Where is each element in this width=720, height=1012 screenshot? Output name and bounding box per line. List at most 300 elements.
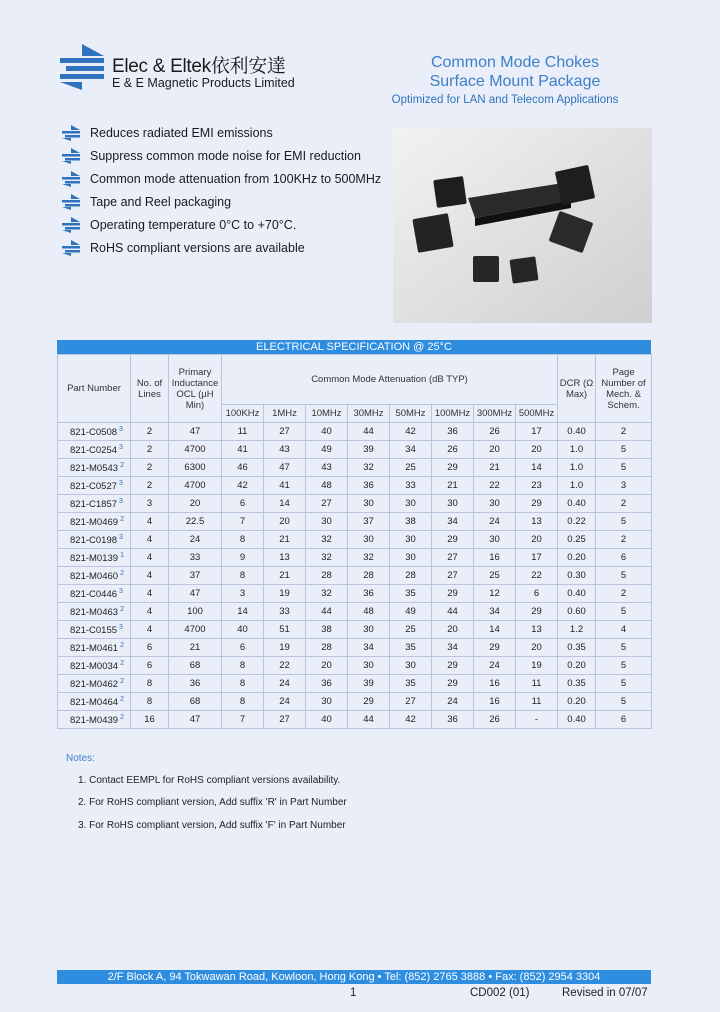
attenuation-cell <box>432 675 474 693</box>
dcr-cell <box>558 711 596 729</box>
lines-cell-value: 3 <box>146 498 153 509</box>
note-ref: 2 <box>120 462 124 470</box>
attenuation-cell <box>222 585 264 603</box>
note-ref: 2 <box>120 570 124 578</box>
attenuation-cell-value: 29 <box>489 642 500 653</box>
attenuation-cell <box>516 513 558 531</box>
attenuation-cell-value: 7 <box>239 516 246 527</box>
dcr-cell <box>558 549 596 567</box>
attenuation-cell-value: 36 <box>447 714 458 725</box>
attenuation-cell-value: 25 <box>405 462 416 473</box>
dcr-cell <box>558 441 596 459</box>
table-row <box>58 495 652 513</box>
dcr-cell <box>558 657 596 675</box>
feature-item <box>62 190 381 213</box>
note-ref: 2 <box>120 660 124 668</box>
attenuation-cell <box>348 639 390 657</box>
page-cell <box>596 711 652 729</box>
note-ref: 3 <box>119 588 123 596</box>
inductance-cell-value: 20 <box>189 498 201 509</box>
attenuation-cell-value: 29 <box>447 678 458 689</box>
lines-cell-value: 4 <box>146 570 153 581</box>
attenuation-cell <box>348 513 390 531</box>
page-cell <box>596 585 652 603</box>
part-number-cell-value: 821-M0439 <box>70 715 119 727</box>
attenuation-cell-value: 23 <box>531 480 542 491</box>
table-row <box>58 513 652 531</box>
page-cell-value: 3 <box>620 480 627 491</box>
attenuation-cell-value: 9 <box>239 552 246 563</box>
attenuation-cell <box>264 459 306 477</box>
header-inductance: Primary Inductance OCL (µH Min) <box>169 355 222 423</box>
attenuation-cell-value: 14 <box>531 462 542 473</box>
dcr-cell-value: 1.0 <box>569 480 584 491</box>
dcr-cell <box>558 567 596 585</box>
attenuation-cell-value: 20 <box>321 660 332 671</box>
attenuation-cell-value: 27 <box>405 696 416 707</box>
attenuation-cell-value: 19 <box>531 660 542 671</box>
attenuation-cell-value: 30 <box>405 498 416 509</box>
attenuation-cell <box>222 603 264 621</box>
lines-cell <box>131 585 169 603</box>
attenuation-cell-value: 49 <box>321 444 332 455</box>
attenuation-cell <box>474 423 516 441</box>
attenuation-cell <box>306 621 348 639</box>
bullet-icon <box>62 194 80 210</box>
part-number-cell-value: 821-M0463 <box>70 607 119 619</box>
attenuation-cell-value: 16 <box>489 696 500 707</box>
attenuation-cell-value: 44 <box>363 714 374 725</box>
attenuation-cell-value: 17 <box>531 426 542 437</box>
lines-cell <box>131 513 169 531</box>
attenuation-cell <box>516 675 558 693</box>
attenuation-cell <box>474 657 516 675</box>
attenuation-cell-value: 29 <box>531 498 542 509</box>
attenuation-cell <box>264 603 306 621</box>
attenuation-cell-value: 29 <box>363 696 374 707</box>
bullet-icon <box>62 217 80 233</box>
attenuation-cell <box>432 549 474 567</box>
attenuation-cell <box>432 441 474 459</box>
dcr-cell-value: 0.20 <box>567 696 586 707</box>
attenuation-cell <box>516 531 558 549</box>
note-ref: 3 <box>119 534 123 542</box>
attenuation-cell-value: 8 <box>239 678 246 689</box>
attenuation-cell <box>306 531 348 549</box>
revision-date: Revised in 07/07 <box>562 987 648 999</box>
attenuation-cell-value: 36 <box>363 480 374 491</box>
attenuation-cell <box>348 495 390 513</box>
attenuation-cell <box>348 459 390 477</box>
attenuation-cell-value: 34 <box>405 444 416 455</box>
bullet-icon <box>62 171 80 187</box>
company-logo-icon <box>60 44 104 90</box>
inductance-cell-value: 47 <box>189 588 201 599</box>
attenuation-cell-value: 14 <box>489 624 500 635</box>
inductance-cell <box>169 423 222 441</box>
attenuation-cell <box>348 567 390 585</box>
attenuation-cell <box>432 495 474 513</box>
page-cell <box>596 531 652 549</box>
attenuation-cell <box>390 675 432 693</box>
part-number-cell <box>58 513 131 531</box>
page-cell <box>596 693 652 711</box>
table-row <box>58 549 652 567</box>
page-cell <box>596 423 652 441</box>
dcr-cell-value: 0.30 <box>567 570 586 581</box>
attenuation-cell-value: 6 <box>239 642 246 653</box>
attenuation-cell-value: 27 <box>321 498 332 509</box>
attenuation-cell-value: 35 <box>405 642 416 653</box>
attenuation-cell-value: 21 <box>279 534 290 545</box>
dcr-cell <box>558 423 596 441</box>
dcr-cell-value: 0.22 <box>567 516 586 527</box>
attenuation-cell <box>306 549 348 567</box>
feature-text: RoHS compliant versions are available <box>90 240 305 255</box>
attenuation-cell <box>264 441 306 459</box>
attenuation-cell <box>390 657 432 675</box>
table-row <box>58 621 652 639</box>
attenuation-cell <box>306 657 348 675</box>
attenuation-cell-value: 42 <box>405 714 416 725</box>
attenuation-cell <box>306 423 348 441</box>
attenuation-cell <box>474 567 516 585</box>
note-item: 1. Contact EEMPL for RoHS compliant versions availability. <box>78 775 341 786</box>
attenuation-cell-value: 20 <box>531 534 542 545</box>
inductance-cell <box>169 711 222 729</box>
header-freq: 1MHz <box>264 405 306 423</box>
attenuation-cell <box>516 441 558 459</box>
part-number-cell <box>58 585 131 603</box>
attenuation-cell-value: 20 <box>531 642 542 653</box>
attenuation-cell <box>222 639 264 657</box>
attenuation-cell-value: 30 <box>489 498 500 509</box>
feature-text: Operating temperature 0°C to +70°C. <box>90 217 297 232</box>
dcr-cell <box>558 477 596 495</box>
attenuation-cell-value: 25 <box>405 624 416 635</box>
attenuation-cell-value: 44 <box>363 426 374 437</box>
attenuation-cell-value: 11 <box>531 678 542 689</box>
attenuation-cell-value: 13 <box>531 624 542 635</box>
page-cell <box>596 459 652 477</box>
page-cell <box>596 675 652 693</box>
attenuation-cell-value: 11 <box>531 696 542 707</box>
attenuation-cell-value: 29 <box>447 534 458 545</box>
lines-cell-value: 16 <box>144 714 155 725</box>
inductance-cell-value: 24 <box>189 534 201 545</box>
lines-cell <box>131 711 169 729</box>
attenuation-cell-value: 14 <box>279 498 290 509</box>
header-freq: 100KHz <box>222 405 264 423</box>
attenuation-cell <box>516 477 558 495</box>
attenuation-cell <box>516 657 558 675</box>
table-row <box>58 585 652 603</box>
attenuation-cell <box>264 567 306 585</box>
attenuation-cell <box>432 477 474 495</box>
attenuation-cell <box>474 603 516 621</box>
attenuation-cell-value: 30 <box>363 498 374 509</box>
attenuation-cell-value: 39 <box>363 444 374 455</box>
attenuation-cell <box>390 549 432 567</box>
inductance-cell-value: 4700 <box>184 480 206 491</box>
lines-cell <box>131 423 169 441</box>
attenuation-cell <box>474 531 516 549</box>
dcr-cell <box>558 495 596 513</box>
inductance-cell-value: 36 <box>189 678 201 689</box>
attenuation-cell-value: 49 <box>405 606 416 617</box>
attenuation-cell-value: 17 <box>531 552 542 563</box>
part-number-cell <box>58 639 131 657</box>
part-number-cell <box>58 531 131 549</box>
page-cell <box>596 657 652 675</box>
brand-subtitle: E & E Magnetic Products Limited <box>112 76 295 90</box>
dcr-cell-value: 0.40 <box>567 588 586 599</box>
note-item: 3. For RoHS compliant version, Add suffix 'F' in Part Number <box>78 820 346 831</box>
part-number-cell <box>58 603 131 621</box>
part-number-cell <box>58 675 131 693</box>
attenuation-cell-value: 38 <box>405 516 416 527</box>
part-number-cell-value: 821-C0508 <box>70 427 118 439</box>
attenuation-cell-value: 8 <box>239 534 246 545</box>
attenuation-cell <box>222 657 264 675</box>
attenuation-cell <box>348 657 390 675</box>
attenuation-cell <box>390 423 432 441</box>
attenuation-cell <box>516 585 558 603</box>
table-row <box>58 693 652 711</box>
header-attenuation: Common Mode Attenuation (dB TYP) <box>222 355 558 405</box>
note-ref: 3 <box>119 444 123 452</box>
lines-cell <box>131 693 169 711</box>
attenuation-cell <box>390 477 432 495</box>
attenuation-cell <box>390 495 432 513</box>
inductance-cell <box>169 459 222 477</box>
dcr-cell <box>558 585 596 603</box>
attenuation-cell-value: 34 <box>447 516 458 527</box>
attenuation-cell <box>306 477 348 495</box>
attenuation-cell <box>348 711 390 729</box>
attenuation-cell <box>264 549 306 567</box>
note-ref: 3 <box>119 624 123 632</box>
header-freq: 50MHz <box>390 405 432 423</box>
part-number-cell-value: 821-C0254 <box>70 445 118 457</box>
notes-title: Notes: <box>66 753 95 764</box>
attenuation-cell <box>348 585 390 603</box>
inductance-cell <box>169 477 222 495</box>
attenuation-cell <box>264 513 306 531</box>
attenuation-cell-value: 13 <box>279 552 290 563</box>
header-freq: 30MHz <box>348 405 390 423</box>
header-freq: 500MHz <box>516 405 558 423</box>
attenuation-cell <box>264 639 306 657</box>
table-row <box>58 603 652 621</box>
attenuation-cell-value: 41 <box>237 444 248 455</box>
attenuation-cell <box>474 549 516 567</box>
part-number-cell-value: 821-M0461 <box>70 643 119 655</box>
attenuation-cell-value: 24 <box>489 660 500 671</box>
part-number-cell-value: 821-C0198 <box>70 535 118 547</box>
inductance-cell <box>169 693 222 711</box>
table-row <box>58 459 652 477</box>
attenuation-cell-value: 19 <box>279 642 290 653</box>
inductance-cell-value: 21 <box>189 642 201 653</box>
attenuation-cell-value: 22 <box>531 570 542 581</box>
attenuation-cell <box>222 495 264 513</box>
attenuation-cell-value: 47 <box>279 462 290 473</box>
attenuation-cell <box>306 603 348 621</box>
attenuation-cell <box>264 477 306 495</box>
attenuation-cell-value: 34 <box>363 642 374 653</box>
note-ref: 2 <box>120 696 124 704</box>
note-ref: 2 <box>120 642 124 650</box>
header-page: Page Number of Mech. & Schem. <box>596 355 652 423</box>
dcr-cell-value: 0.20 <box>567 660 586 671</box>
dcr-cell-value: 0.35 <box>567 678 586 689</box>
inductance-cell <box>169 495 222 513</box>
attenuation-cell <box>264 657 306 675</box>
dcr-cell-value: 0.60 <box>567 606 586 617</box>
attenuation-cell <box>348 693 390 711</box>
inductance-cell-value: 4700 <box>184 624 206 635</box>
attenuation-cell-value: 28 <box>363 570 374 581</box>
attenuation-cell-value: 32 <box>321 534 332 545</box>
dcr-cell-value: 0.25 <box>567 534 586 545</box>
attenuation-cell-value: 30 <box>405 534 416 545</box>
attenuation-cell <box>432 657 474 675</box>
attenuation-cell <box>306 639 348 657</box>
attenuation-cell <box>306 567 348 585</box>
part-number-cell <box>58 621 131 639</box>
attenuation-cell-value: 34 <box>489 606 500 617</box>
feature-item <box>62 144 381 167</box>
attenuation-cell <box>474 477 516 495</box>
attenuation-cell-value: 27 <box>279 426 290 437</box>
attenuation-cell <box>432 639 474 657</box>
note-item: 2. For RoHS compliant version, Add suffix 'R' in Part Number <box>78 797 347 808</box>
inductance-cell-value: 6300 <box>184 462 206 473</box>
product-photo <box>393 128 652 323</box>
page-cell-value: 5 <box>620 462 627 473</box>
attenuation-cell <box>222 513 264 531</box>
table-row <box>58 423 652 441</box>
page-cell-value: 2 <box>620 534 627 545</box>
attenuation-cell <box>516 549 558 567</box>
attenuation-cell <box>474 693 516 711</box>
attenuation-cell <box>516 711 558 729</box>
table-row <box>58 567 652 585</box>
attenuation-cell <box>474 639 516 657</box>
attenuation-cell-value: 3 <box>239 588 246 599</box>
attenuation-cell <box>222 567 264 585</box>
page-cell-value: 5 <box>620 516 627 527</box>
attenuation-cell <box>432 585 474 603</box>
part-number-cell-value: 821-M0462 <box>70 679 119 691</box>
dcr-cell-value: 0.20 <box>567 552 586 563</box>
attenuation-cell <box>222 549 264 567</box>
lines-cell-value: 4 <box>146 516 153 527</box>
attenuation-cell-value: 20 <box>279 516 290 527</box>
page-cell <box>596 567 652 585</box>
inductance-cell <box>169 657 222 675</box>
attenuation-cell <box>348 675 390 693</box>
feature-item <box>62 213 381 236</box>
attenuation-cell <box>390 441 432 459</box>
part-number-cell-value: 821-M0543 <box>70 463 119 475</box>
header-freq: 100MHz <box>432 405 474 423</box>
attenuation-cell-value: 30 <box>489 534 500 545</box>
attenuation-cell <box>432 459 474 477</box>
lines-cell-value: 6 <box>146 660 153 671</box>
part-number-cell-value: 821-M0460 <box>70 571 119 583</box>
attenuation-cell-value: 29 <box>447 462 458 473</box>
dcr-cell-value: 1.0 <box>569 444 584 455</box>
attenuation-cell-value: 38 <box>321 624 332 635</box>
attenuation-cell-value: 39 <box>363 678 374 689</box>
page-cell-value: 5 <box>620 696 627 707</box>
attenuation-cell <box>348 531 390 549</box>
attenuation-cell-value: 35 <box>405 588 416 599</box>
lines-cell-value: 4 <box>146 552 153 563</box>
feature-item <box>62 236 381 259</box>
part-number-cell <box>58 477 131 495</box>
attenuation-cell <box>264 621 306 639</box>
attenuation-cell <box>474 459 516 477</box>
attenuation-cell <box>516 639 558 657</box>
lines-cell <box>131 567 169 585</box>
attenuation-cell-value: 34 <box>447 642 458 653</box>
header-freq: 300MHz <box>474 405 516 423</box>
dcr-cell <box>558 513 596 531</box>
dcr-cell-value: 0.35 <box>567 642 586 653</box>
attenuation-cell-value: 20 <box>447 624 458 635</box>
attenuation-cell <box>222 423 264 441</box>
inductance-cell <box>169 585 222 603</box>
bullet-icon <box>62 125 80 141</box>
attenuation-cell-value: 29 <box>531 606 542 617</box>
attenuation-cell <box>474 675 516 693</box>
page-cell-value: 4 <box>620 624 627 635</box>
inductance-cell-value: 22.5 <box>185 516 205 527</box>
attenuation-cell <box>222 693 264 711</box>
inductance-cell-value: 68 <box>189 660 201 671</box>
attenuation-cell <box>474 513 516 531</box>
inductance-cell-value: 4700 <box>184 444 206 455</box>
attenuation-cell <box>264 423 306 441</box>
attenuation-cell-value: 27 <box>447 570 458 581</box>
part-number-cell-value: 821-M0464 <box>70 697 119 709</box>
inductance-cell-value: 68 <box>189 696 201 707</box>
attenuation-cell-value: 25 <box>489 570 500 581</box>
attenuation-cell-value: 26 <box>489 426 500 437</box>
header-freq: 10MHz <box>306 405 348 423</box>
attenuation-cell-value: 11 <box>237 426 248 437</box>
inductance-cell-value: 37 <box>189 570 201 581</box>
part-number-cell <box>58 549 131 567</box>
brand-name: Elec & Eltek依利安達 <box>112 56 286 77</box>
feature-text: Suppress common mode noise for EMI reduction <box>90 148 361 163</box>
dcr-cell <box>558 693 596 711</box>
lines-cell <box>131 603 169 621</box>
attenuation-cell <box>264 585 306 603</box>
page-cell-value: 2 <box>620 498 627 509</box>
footer-address: 2/F Block A, 94 Tokwawan Road, Kowloon, Hong Kong • Tel: (852) 2765 3888 • Fax: (852) 2954 3304 <box>57 970 651 984</box>
attenuation-cell-value: 33 <box>405 480 416 491</box>
spec-table <box>57 354 652 729</box>
attenuation-cell <box>306 459 348 477</box>
attenuation-cell-value: 48 <box>363 606 374 617</box>
attenuation-cell <box>432 621 474 639</box>
note-ref: 2 <box>120 678 124 686</box>
attenuation-cell-value: 41 <box>279 480 290 491</box>
